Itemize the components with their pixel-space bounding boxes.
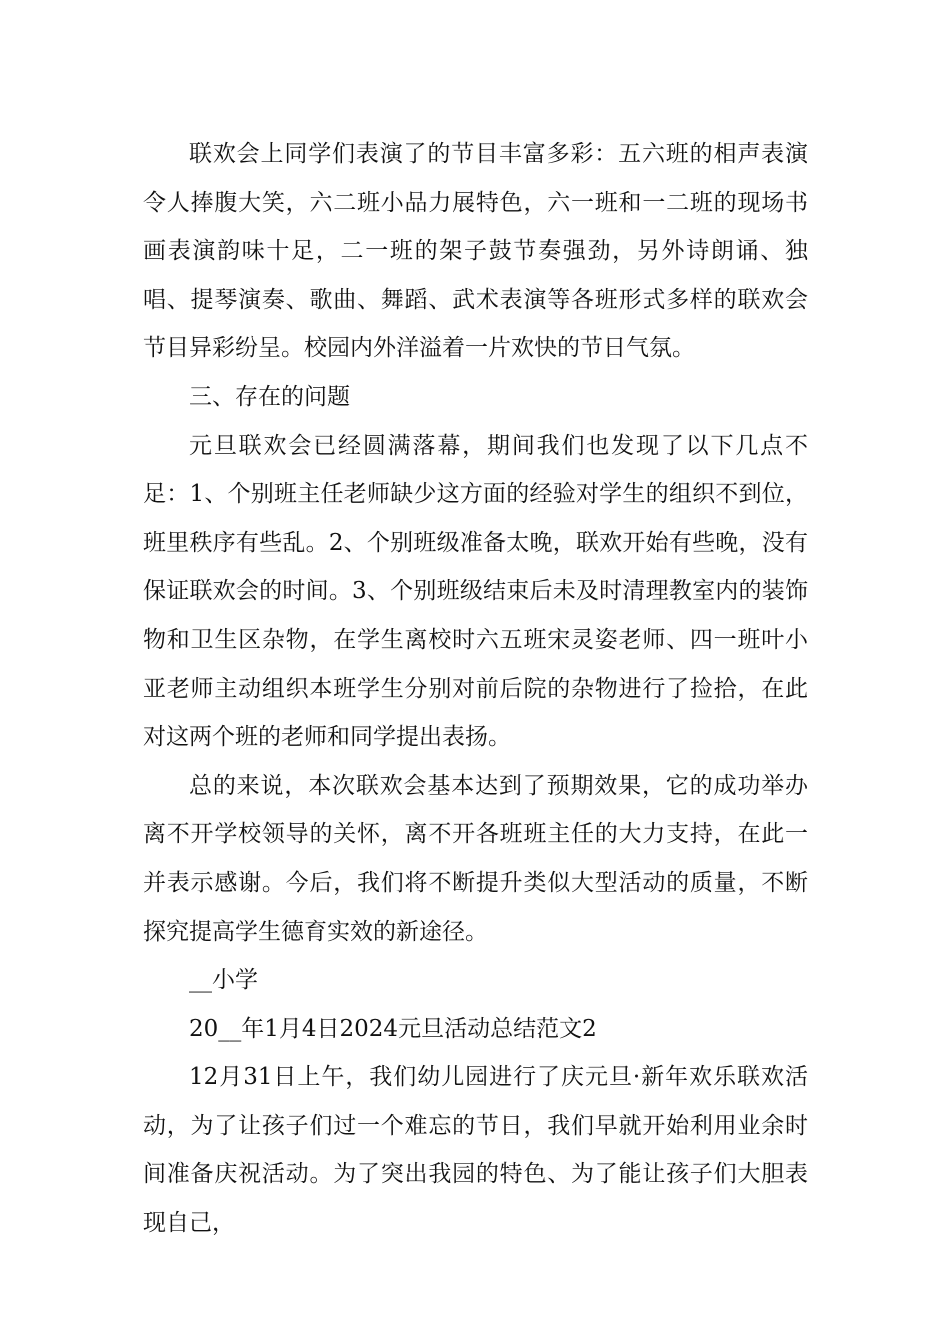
school-signature: __小学: [189, 967, 258, 994]
date-and-next-title: 20__年1月4日2024元旦活动总结范文2: [189, 1015, 597, 1042]
paragraph-summary: 总的来说，本次联欢会基本达到了预期效果，它的成功举办离不开学校领导的关怀，离不开各班班主任的大力支持，在此一并表示感谢。今后，我们将不断提升类似大型活动的质量，不断探究提高学生德育实效的新途径。: [143, 772, 808, 945]
document-body: [143, 130, 808, 1248]
paragraph-performances: 联欢会上同学们表演了的节目丰富多彩：五六班的相声表演令人捧腹大笑，六二班小品力展特色，六一班和一二班的现场书画表演韵味十足，二一班的架子鼓节奏强劲，另外诗朗诵、独唱、提琴演奏、歌曲、舞蹈、武术表演等各班形式多样的联欢会节目异彩纷呈。校园内外洋溢着一片欢快的节日气氛。: [143, 141, 808, 362]
paragraph-kindergarten: 12月31日上午，我们幼儿园进行了庆元旦·新年欢乐联欢活动，为了让孩子们过一个难忘的节日，我们早就开始利用业余时间准备庆祝活动。为了突出我园的特色、为了能让孩子们大胆表现自己，: [143, 1064, 808, 1237]
paragraph-shortcomings: 元旦联欢会已经圆满落幕，期间我们也发现了以下几点不足：1、个别班主任老师缺少这方面的经验对学生的组织不到位，班里秩序有些乱。2、个别班级准备太晚，联欢开始有些晚，没有保证联欢会的时间。3、个别班级结束后未及时清理教室内的装饰物和卫生区杂物，在学生离校时六五班宋灵姿老师、四一班叶小亚老师主动组织本班学生分别对前后院的杂物进行了捡拾，在此对这两个班的老师和同学提出表扬。: [143, 432, 808, 751]
section-heading-problems: 三、存在的问题: [189, 383, 350, 410]
